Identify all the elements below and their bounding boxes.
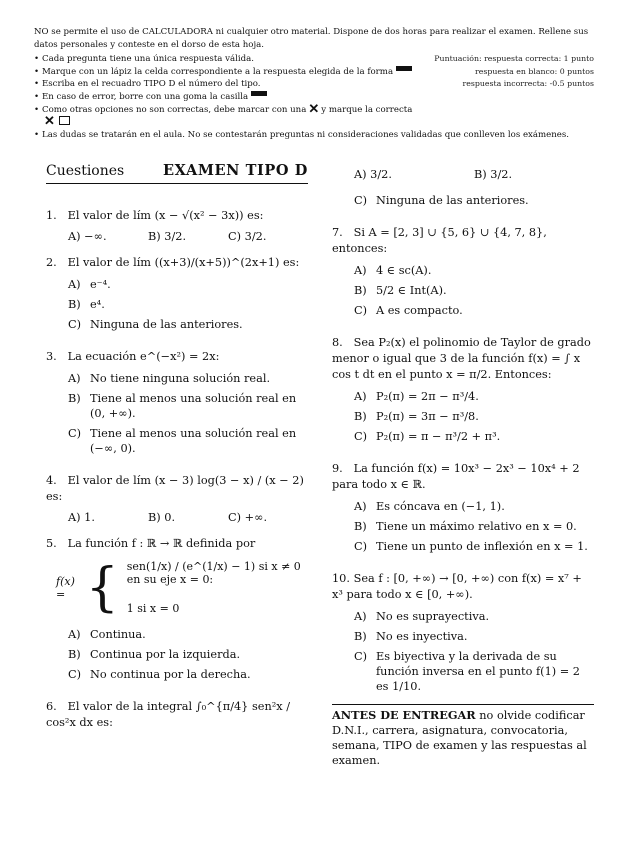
question-number: 4. [46, 474, 57, 487]
piecewise-function [56, 557, 308, 618]
option-text: Es biyectiva y la derivada de su función inversa en el punto f(1) = 2 es 1/10. [376, 650, 580, 693]
option-text: e⁴. [90, 298, 105, 311]
cross-mark-icon: ✕ [308, 101, 320, 117]
question-text: El valor de la integral ∫₀^{π/4} sen²x / cos²x dx es: [46, 700, 291, 729]
option-text: Continua por la izquierda. [90, 648, 241, 661]
question-1 [46, 208, 308, 224]
bullet-icon [34, 116, 42, 129]
option-text: 4 ∈ sc(A). [376, 264, 432, 277]
option-b[interactable]: B) P₂(π) = 3π − π³/8. [354, 410, 479, 423]
option-a[interactable]: A) P₂(π) = 2π − π³/4. [354, 390, 479, 403]
rule-text: Cada pregunta tiene una única respuesta válida. [42, 54, 254, 65]
question-number: 9. [332, 462, 343, 475]
scoring-text: Puntuación: respuesta correcta: 1 punto [434, 54, 594, 64]
option-c[interactable]: C) P₂(π) = π − π³/2 + π³. [354, 430, 501, 443]
final-note [332, 704, 594, 768]
final-note-text: no olvide codificar D.N.I., carrera, asignatura, convocatoria, semana, TIPO de examen y las respuestas al examen. [332, 709, 587, 767]
option-text: No es suprayectiva. [376, 610, 490, 623]
cases [127, 560, 308, 615]
question-3 [46, 349, 308, 365]
question-8 [332, 335, 594, 383]
option-a[interactable]: A) 3/2. [354, 168, 392, 181]
option-c[interactable]: C) No continua por la derecha. [68, 668, 251, 681]
bullet-icon: • [34, 104, 40, 115]
question-10 [332, 571, 594, 603]
rule-text: Escriba en el recuadro TIPO D el número del tipo. [42, 79, 261, 90]
bullet-icon: • [34, 79, 40, 90]
question-number: 6. [46, 700, 57, 713]
filled-mark-icon [396, 66, 412, 71]
question-number: 8. [332, 336, 343, 349]
option-b[interactable]: B) Continua por la izquierda. [68, 648, 241, 661]
option-a[interactable]: A) Continua. [68, 628, 146, 641]
rule-text: y marque la correcta [321, 104, 413, 115]
instructions-block [34, 26, 594, 141]
option-c[interactable]: C) Tiene al menos una solución real en (−∞, 0). [68, 427, 297, 455]
question-number: 1. [46, 209, 57, 222]
instructions-intro: NO se permite el uso de CALCULADORA ni cualquier otro material. Dispone de dos horas para realizar el examen. Rellene sus datos personales y conteste en el dorso de esta hoja. [34, 27, 589, 50]
question-number: 10. [332, 572, 350, 585]
scoring-text: respuesta en blanco: 0 puntos [475, 66, 594, 76]
option-c[interactable]: C) 3/2. [228, 230, 267, 243]
question-6 [46, 699, 308, 731]
option-text: No tiene ninguna solución real. [90, 372, 271, 385]
question-4 [46, 473, 308, 505]
option-a[interactable]: A) No es suprayectiva. [354, 610, 490, 623]
option-text: P₂(π) = π − π³/2 + π³. [376, 430, 501, 443]
option-a[interactable]: A) Es cóncava en (−1, 1). [354, 500, 505, 513]
question-text: La función f : ℝ → ℝ definida por [67, 537, 256, 550]
option-a[interactable]: A) 1. [68, 511, 95, 524]
option-text: Ninguna de las anteriores. [90, 318, 243, 331]
question-text: El valor de lím (x − 3) log(3 − x) / (x − 2) es: [46, 474, 304, 503]
option-text: Tiene al menos una solución real en (0, +∞). [90, 392, 297, 420]
question-text: Si A = [2, 3] ∪ {5, 6} ∪ {4, 7, 8}, entonces: [332, 226, 547, 255]
option-text: e⁻⁴. [90, 278, 111, 291]
filled-mark-icon [251, 91, 267, 96]
option-b[interactable]: B) 3/2. [148, 230, 187, 243]
question-number: 7. [332, 226, 343, 239]
option-a[interactable]: A) 4 ∈ sc(A). [354, 264, 432, 277]
empty-box-icon [59, 116, 70, 125]
question-text: Sea P₂(x) el polinomio de Taylor de grado menor o igual que 3 de la función f(x) = ∫ x cos t dt en el punto x = π/2. Entonces: [332, 336, 591, 381]
rule-text: Como otras opciones no son correctas, debe marcar con una [42, 104, 307, 115]
bullet-icon: • [34, 54, 40, 65]
option-text: 5/2 ∈ Int(A). [376, 284, 447, 297]
option-c[interactable]: C) Ninguna de las anteriores. [354, 194, 529, 207]
option-c[interactable]: C) A es compacto. [354, 304, 463, 317]
option-c[interactable]: C) Es biyectiva y la derivada de su función inversa en el punto f(1) = 2 es 1/10. [354, 650, 580, 693]
option-text: Tiene un punto de inflexión en x = 1. [376, 540, 588, 553]
rule-row [34, 129, 594, 142]
rule-text: En caso de error, borre con una goma la casilla [42, 91, 249, 102]
case-zero: 1 si x = 0 [126, 602, 180, 615]
right-column [332, 162, 594, 768]
option-text: Continua. [90, 628, 146, 641]
rule-row [34, 101, 594, 117]
option-b[interactable]: B) No es inyectiva. [354, 630, 468, 643]
question-6-options [354, 168, 594, 181]
question-number: 2. [46, 256, 57, 269]
option-b[interactable]: B) 5/2 ∈ Int(A). [354, 284, 447, 297]
option-c[interactable]: C) Ninguna de las anteriores. [68, 318, 243, 331]
final-note-heading: ANTES DE ENTREGAR [332, 708, 476, 722]
option-text: P₂(π) = 2π − π³/4. [376, 390, 479, 403]
question-text: El valor de lím (x − √(x² − 3x)) es: [67, 209, 264, 222]
option-b[interactable]: B) 3/2. [474, 168, 513, 181]
option-b[interactable]: B) 0. [148, 511, 176, 524]
exam-header [46, 162, 308, 184]
question-2 [46, 255, 308, 271]
left-column [46, 162, 308, 737]
option-c[interactable]: C) Tiene un punto de inflexión en x = 1. [354, 540, 588, 553]
option-text: Ninguna de las anteriores. [376, 194, 529, 207]
option-a[interactable]: A) −∞. [68, 230, 107, 243]
question-text: La ecuación e^(−x²) = 2x: [67, 350, 220, 363]
rule-row [34, 78, 594, 91]
question-4-options [68, 511, 308, 524]
option-text: No continua por la derecha. [90, 668, 251, 681]
option-a[interactable]: A) e⁻⁴. [68, 278, 111, 291]
crossed-box-icon: ✕ [44, 114, 55, 130]
case-nonzero: sen(1/x) / (e^(1/x) − 1) si x ≠ 0 en su eje x = 0: [126, 560, 301, 586]
option-text: No es inyectiva. [376, 630, 468, 643]
rule-text: Marque con un lápiz la celda correspondiente a la respuesta elegida de la forma [42, 66, 394, 77]
option-text: A es compacto. [376, 304, 463, 317]
question-7 [332, 225, 594, 257]
rule-row [34, 116, 594, 129]
option-b[interactable]: B) Tiene al menos una solución real en (0, +∞). [68, 392, 297, 420]
option-text: P₂(π) = 3π − π³/8. [376, 410, 479, 423]
bullet-icon: • [34, 129, 40, 140]
question-1-options [68, 230, 308, 243]
function-name: f(x) = [56, 574, 75, 601]
scoring-text: respuesta incorrecta: -0.5 puntos [462, 79, 594, 89]
bullet-icon: • [34, 66, 40, 77]
option-b[interactable]: B) e⁴. [68, 298, 105, 311]
question-5 [46, 536, 308, 552]
question-text: El valor de lím ((x+3)/(x+5))^(2x+1) es: [67, 256, 300, 269]
section-title: Cuestiones [46, 163, 125, 179]
question-text: La función f(x) = 10x³ − 2x³ − 10x⁴ + 2 para todo x ∈ ℝ. [332, 462, 580, 491]
option-text: Es cóncava en (−1, 1). [376, 500, 505, 513]
bullet-icon: • [34, 91, 40, 102]
option-text: Tiene al menos una solución real en (−∞, 0). [90, 427, 297, 455]
question-number: 3. [46, 350, 57, 363]
option-a[interactable]: A) No tiene ninguna solución real. [68, 372, 271, 385]
option-b[interactable]: B) Tiene un máximo relativo en x = 0. [354, 520, 577, 533]
exam-type-title: EXAMEN TIPO D [163, 162, 308, 179]
brace-icon: { [85, 557, 119, 618]
rule-text: Las dudas se tratarán en el aula. No se contestarán preguntas ni consideraciones validadas que conlleven los exámenes. [42, 129, 570, 140]
rule-row [34, 53, 594, 66]
option-text: Tiene un máximo relativo en x = 0. [376, 520, 577, 533]
question-number: 5. [46, 537, 57, 550]
question-text: Sea f : [0, +∞) → [0, +∞) con f(x) = x⁷ + x³ para todo x ∈ [0, +∞). [332, 572, 582, 601]
option-c[interactable]: C) +∞. [228, 511, 268, 524]
rule-row [34, 66, 594, 79]
question-9 [332, 461, 594, 493]
